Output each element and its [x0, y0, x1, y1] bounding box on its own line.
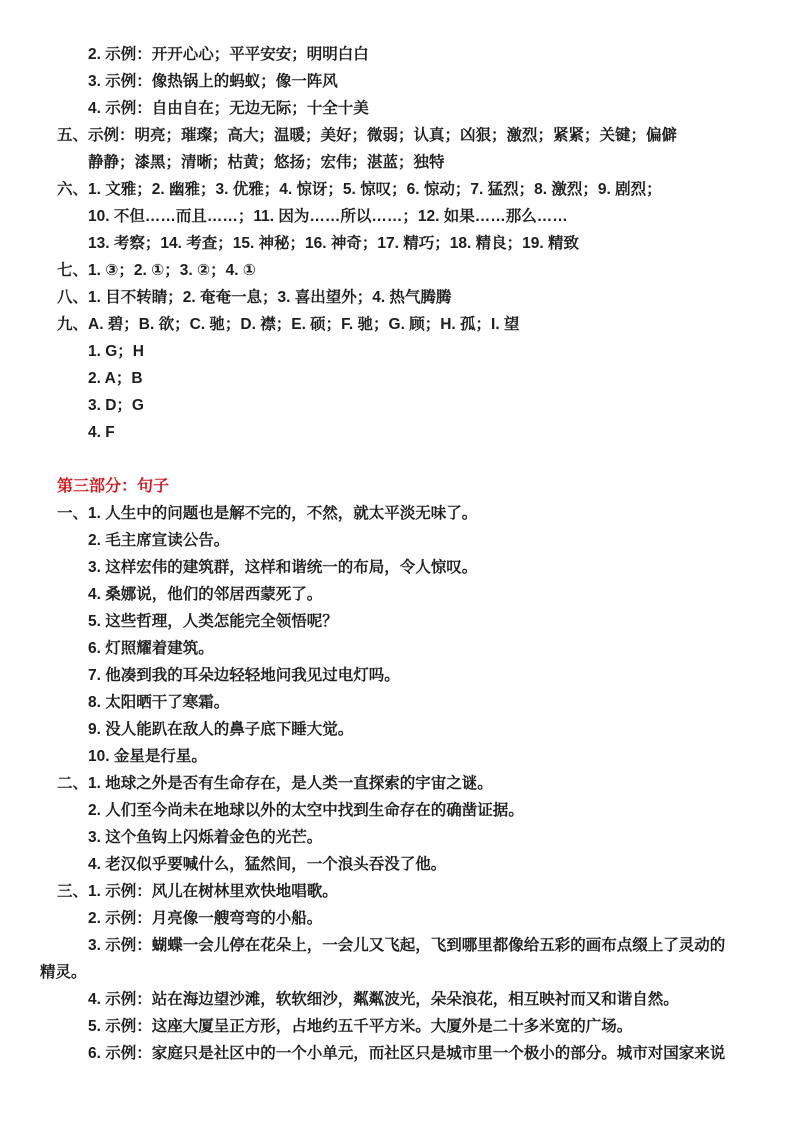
answer-line: 2. 示例：开开心心；平平安安；明明白白 — [88, 46, 369, 63]
answer-line: 13. 考察；14. 考查；15. 神秘；16. 神奇；17. 精巧；18. 精良；19. 精致 — [88, 235, 579, 252]
answer-line: 6. 示例：家庭只是社区中的一个小单元，而社区只是城市里一个极小的部分。城市对国家来说 — [88, 1045, 726, 1062]
answer-line: 4. 桑娜说，他们的邻居西蒙死了。 — [88, 586, 323, 603]
answer-line: 9. 没人能趴在敌人的鼻子底下睡大觉。 — [88, 721, 354, 738]
answer-line: 1. G；H — [88, 343, 144, 360]
answer-line: 2. 示例：月亮像一艘弯弯的小船。 — [88, 910, 323, 927]
answer-line: 4. 示例：站在海边望沙滩，软软细沙，粼粼波光，朵朵浪花，相互映衬而又和谐自然。 — [88, 991, 679, 1008]
answer-line: 6. 灯照耀着建筑。 — [88, 640, 214, 657]
blank-line — [40, 446, 753, 473]
answer-line: 10. 金星是行星。 — [88, 748, 207, 765]
answer-line: 八、1. 目不转睛；2. 奄奄一息；3. 喜出望外；4. 热气腾腾 — [57, 289, 452, 306]
answer-line: 4. F — [88, 424, 115, 441]
answer-line: 10. 不但……而且……；11. 因为……所以……；12. 如果……那么…… — [88, 208, 568, 225]
answer-line: 2. 人们至今尚未在地球以外的太空中找到生命存在的确凿证据。 — [88, 802, 524, 819]
answer-line: 静静；漆黑；清晰；枯黄；悠扬；宏伟；湛蓝；独特 — [88, 154, 445, 171]
answer-line: 3. 这样宏伟的建筑群，这样和谐统一的布局，令人惊叹。 — [88, 559, 478, 576]
answer-line: 九、A. 碧；B. 欲；C. 驰；D. 襟；E. 硕；F. 驰；G. 顾；H. 孤；I. 望 — [57, 316, 520, 333]
answer-line: 七、1. ③；2. ①；3. ②；4. ① — [57, 262, 256, 279]
answer-line: 7. 他凑到我的耳朵边轻轻地问我见过电灯吗。 — [88, 667, 400, 684]
answer-line: 5. 示例：这座大厦呈正方形，占地约五千平方米。大厦外是二十多米宽的广场。 — [88, 1018, 633, 1035]
answer-line: 3. 示例：蝴蝶一会儿停在花朵上，一会儿又飞起，飞到哪里都像给五彩的画布点缀上了灵动的 — [88, 937, 726, 954]
answer-lines-container — [40, 41, 753, 1067]
answer-line: 3. 这个鱼钩上闪烁着金色的光芒。 — [88, 829, 323, 846]
answer-line: 精灵。 — [40, 964, 87, 981]
answer-line: 2. A；B — [88, 370, 143, 387]
answer-line: 3. D；G — [88, 397, 144, 414]
answer-line: 2. 毛主席宣读公告。 — [88, 532, 230, 549]
answer-line: 8. 太阳晒干了寒霜。 — [88, 694, 230, 711]
answer-line: 六、1. 文雅；2. 幽雅；3. 优雅；4. 惊讶；5. 惊叹；6. 惊动；7. 猛烈；8. 激烈；9. 剧烈； — [57, 181, 662, 198]
answer-line: 5. 这些哲理，人类怎能完全领悟呢？ — [88, 613, 338, 630]
answer-line: 五、示例：明亮；璀璨；高大；温暖；美好；微弱；认真；凶狠；激烈；紧紧；关键；偏僻 — [57, 127, 678, 144]
answer-line: 三、1. 示例：风儿在树林里欢快地唱歌。 — [57, 883, 338, 900]
answer-line: 4. 示例：自由自在；无边无际；十全十美 — [88, 100, 369, 117]
answer-line: 二、1. 地球之外是否有生命存在，是人类一直探索的宇宙之谜。 — [57, 775, 493, 792]
answer-line: 3. 示例：像热锅上的蚂蚁；像一阵风 — [88, 73, 338, 90]
section-heading: 第三部分：句子 — [57, 478, 170, 495]
answer-line: 4. 老汉似乎要喊什么，猛然间，一个浪头吞没了他。 — [88, 856, 447, 873]
answer-line: 一、1. 人生中的问题也是解不完的，不然，就太平淡无味了。 — [57, 505, 478, 522]
